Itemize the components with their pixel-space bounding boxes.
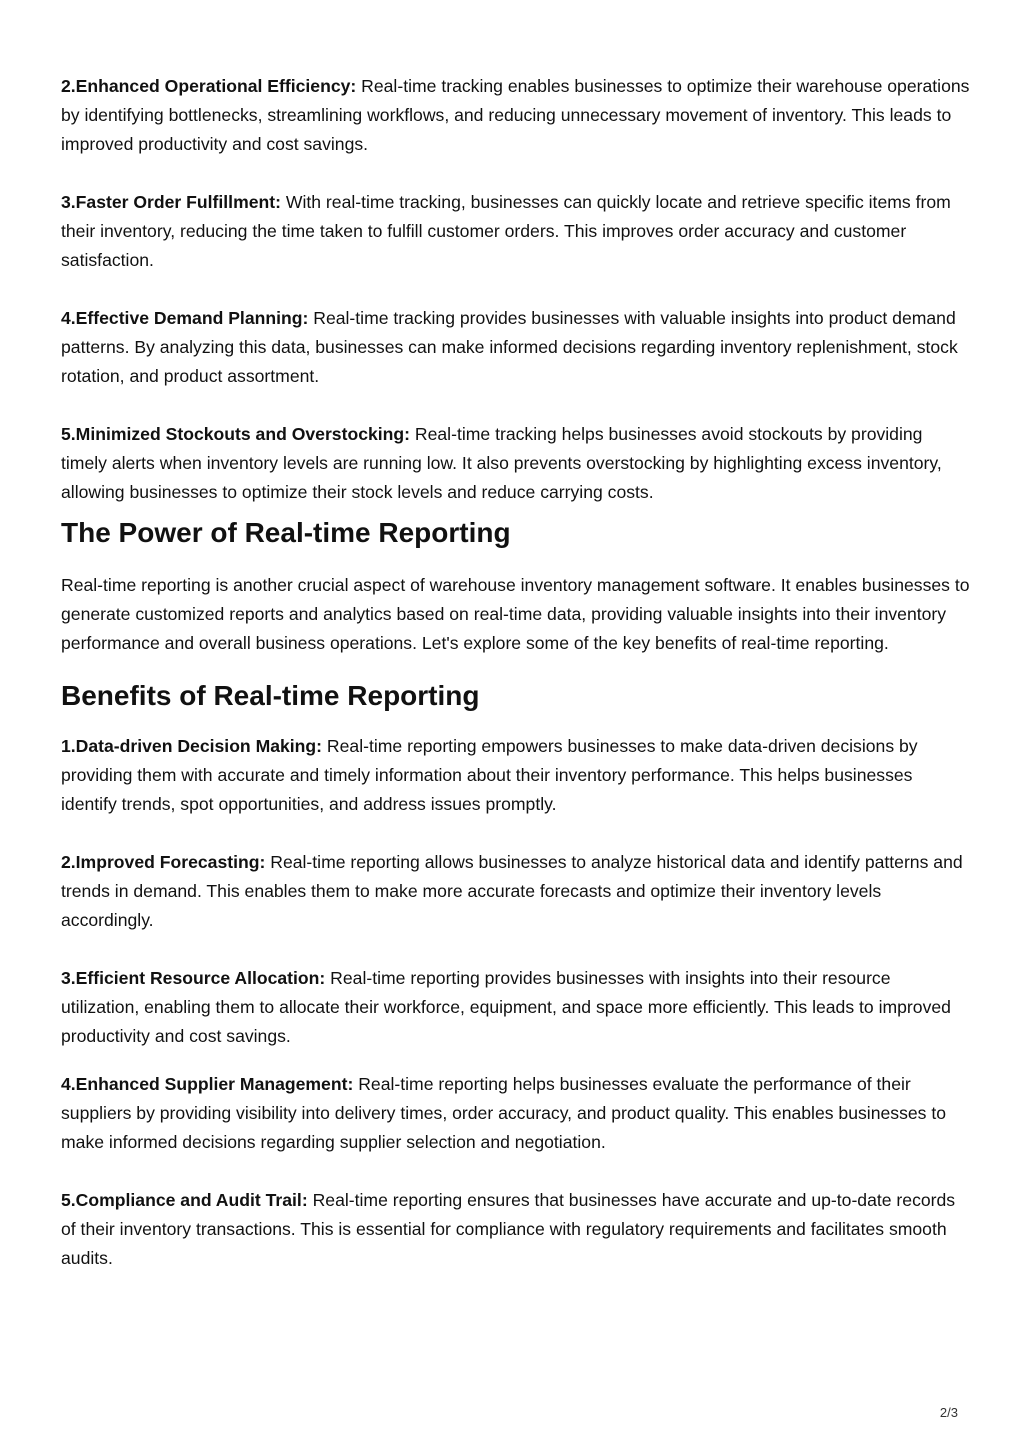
item-text: Real-time reporting provides businesses with insights into their resource utilization, enabling them to allocate their workforce, equipment, and space more efficiently. This leads to improved productivity and cost savings. (61, 968, 951, 1046)
item-text: Real-time reporting helps businesses evaluate the performance of their suppliers by providing visibility into delivery times, order accuracy, and product quality. This enables businesses to make informed decisions regarding supplier selection and negotiation. (61, 1074, 947, 1152)
item-text: Real-time tracking enables businesses to optimize their warehouse operations by identifying bottlenecks, streamlining workflows, and reducing unnecessary movement of inventory. This leads to improved productivity and cost savings. (61, 76, 970, 154)
item-text: Real-time reporting allows businesses to analyze historical data and identify patterns and trends in demand. This enables them to make more accurate forecasts and optimize their inventory levels accordingly. (61, 852, 963, 930)
item-lead: 2.Enhanced Operational Efficiency: (61, 76, 357, 96)
item-lead: 5.Minimized Stockouts and Overstocking: (61, 424, 411, 444)
section-heading-benefits: Benefits of Real-time Reporting (61, 680, 480, 711)
list-item (61, 72, 971, 159)
item-text: Real-time reporting empowers businesses to make data-driven decisions by providing them with accurate and timely information about their inventory performance. This helps businesses identify trends, spot opportunities, and address issues promptly. (61, 736, 918, 814)
section-heading-power: The Power of Real-time Reporting (61, 517, 511, 548)
list-item (61, 1070, 971, 1157)
item-lead: 1.Data-driven Decision Making: (61, 736, 323, 756)
item-text: Real-time tracking provides businesses with valuable insights into product demand patterns. By analyzing this data, businesses can make informed decisions regarding inventory replenishment, stock rotation, and product assortment. (61, 308, 958, 386)
list-item (61, 732, 971, 819)
list-item (61, 964, 971, 1051)
item-text: Real-time tracking helps businesses avoid stockouts by providing timely alerts when inventory levels are running low. It also prevents overstocking by highlighting excess inventory, allowing businesses to optimize their stock levels and reduce carrying costs. (61, 424, 942, 502)
list-item (61, 304, 971, 391)
item-text: With real-time tracking, businesses can quickly locate and retrieve specific items from their inventory, reducing the time taken to fulfill customer orders. This improves order accuracy and customer satisfaction. (61, 192, 951, 270)
item-lead: 5.Compliance and Audit Trail: (61, 1190, 308, 1210)
item-lead: 3.Efficient Resource Allocation: (61, 968, 326, 988)
list-item (61, 188, 971, 275)
intro-paragraph: Real-time reporting is another crucial aspect of warehouse inventory management software. It enables businesses to generate customized reports and analytics based on real-time data, providing valuable insights into their inventory performance and overall business operations. Let's explore some of the key benefits of real-time reporting. (61, 575, 970, 653)
page-number: 2/3 (939, 1405, 958, 1420)
item-text: Real-time reporting ensures that businesses have accurate and up-to-date records of their inventory transactions. This is essential for compliance with regulatory requirements and facilitates smooth audits. (61, 1190, 956, 1268)
item-lead: 2.Improved Forecasting: (61, 852, 266, 872)
document-page (61, 72, 971, 1302)
list-item (61, 848, 971, 935)
item-lead: 4.Enhanced Supplier Management: (61, 1074, 354, 1094)
item-lead: 3.Faster Order Fulfillment: (61, 192, 281, 212)
list-item (61, 1186, 971, 1273)
item-lead: 4.Effective Demand Planning: (61, 308, 309, 328)
list-item (61, 420, 971, 507)
